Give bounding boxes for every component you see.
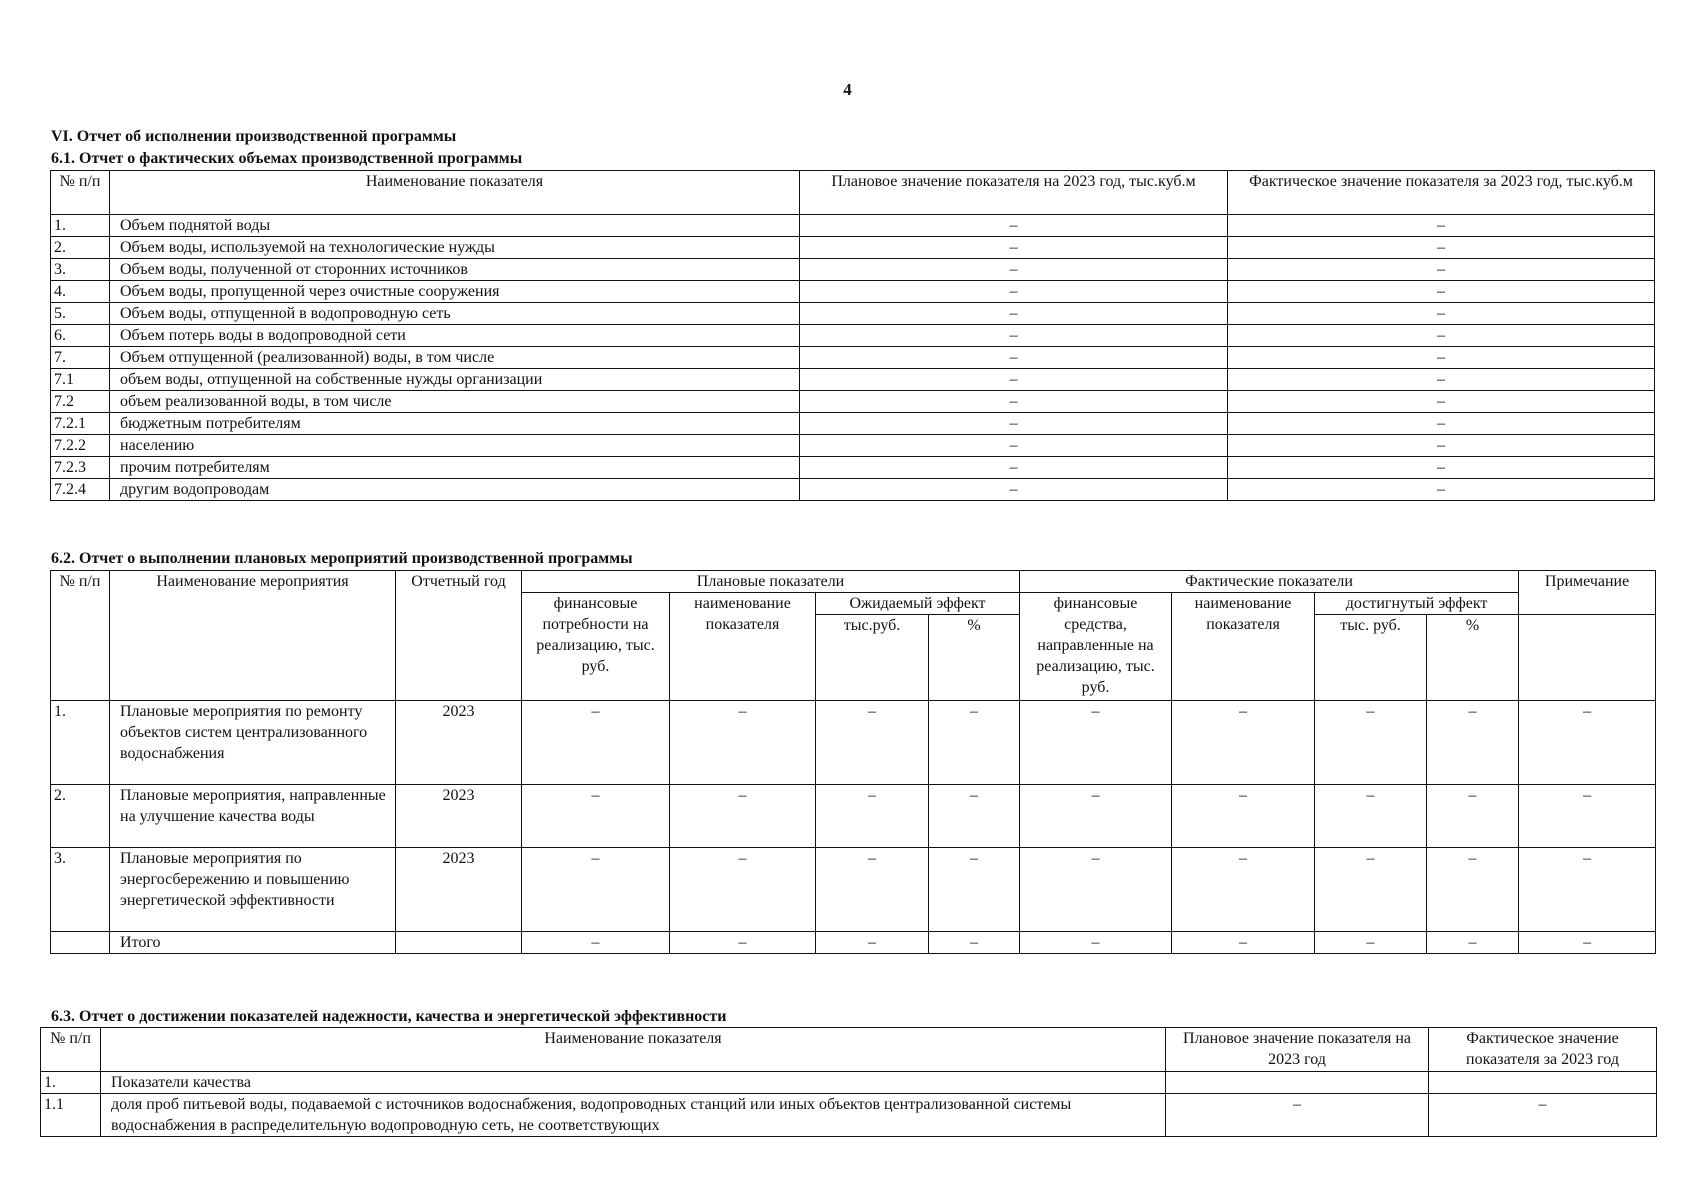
row-value: – [816, 785, 929, 848]
row-value: – [1427, 785, 1519, 848]
row-value: – [1519, 701, 1656, 785]
col-header-fact-effect: достигнутый эффект [1315, 593, 1519, 615]
row-fact-value: – [1429, 1094, 1657, 1137]
row-value: – [670, 932, 816, 954]
row-plan-value: – [1166, 1094, 1429, 1137]
table-row [51, 325, 1655, 347]
row-fact-value: – [1228, 457, 1655, 479]
col-header-num: № п/п [51, 171, 110, 215]
row-num: 1. [51, 701, 110, 785]
row-value: – [522, 848, 670, 932]
row-fact-value: – [1228, 435, 1655, 457]
row-num: 7.2.3 [51, 457, 110, 479]
col-header-plan: Плановое значение показателя на 2023 год [1166, 1028, 1429, 1072]
table-row [51, 303, 1655, 325]
row-value: – [816, 848, 929, 932]
row-value: – [1172, 785, 1315, 848]
col-header-fact-fin: финансовые средства, направленные на реализацию, тыс. руб. [1020, 593, 1172, 701]
row-name: Объем потерь воды в водопроводной сети [110, 325, 800, 347]
row-fact-value: – [1228, 479, 1655, 501]
table-row [51, 848, 1656, 932]
row-num [51, 932, 110, 954]
row-value: – [929, 848, 1020, 932]
table-row [51, 347, 1655, 369]
row-value: – [816, 701, 929, 785]
table-row [51, 281, 1655, 303]
row-plan-value: – [800, 457, 1228, 479]
row-value: – [1315, 848, 1427, 932]
row-value: – [1315, 932, 1427, 954]
col-header-plan-fin: финансовые потребности на реализацию, тыс. руб. [522, 593, 670, 701]
col-header-note: Примечание [1519, 571, 1656, 615]
row-plan-value: – [800, 435, 1228, 457]
row-value: – [1427, 848, 1519, 932]
row-name: Показатели качества [101, 1072, 1166, 1094]
col-group-fact: Фактические показатели [1020, 571, 1519, 593]
table-row [51, 435, 1655, 457]
table-row [51, 413, 1655, 435]
row-plan-value: – [800, 259, 1228, 281]
measures-table [50, 570, 1656, 954]
col-header-plan-indicator: наименование показателя [670, 593, 816, 701]
row-num: 5. [51, 303, 110, 325]
table-row [51, 259, 1655, 281]
col-header-note-blank [1519, 615, 1656, 701]
row-num: 3. [51, 259, 110, 281]
row-plan-value: – [800, 237, 1228, 259]
row-name: доля проб питьевой воды, подаваемой с источников водоснабжения, водопроводных станций или иных объектов централизованной системы водоснабжения в распределительную водопроводную сеть, не соответствующих [101, 1094, 1166, 1137]
col-header-plan-effect: Ожидаемый эффект [816, 593, 1020, 615]
section-title: VI. Отчет об исполнении производственной программы [51, 128, 457, 145]
table-row [51, 785, 1656, 848]
row-year: 2023 [396, 785, 522, 848]
col-header-plan: Плановое значение показателя на 2023 год, тыс.куб.м [800, 171, 1228, 215]
row-value: – [522, 785, 670, 848]
row-value: – [1020, 932, 1172, 954]
row-value: – [1427, 932, 1519, 954]
col-header-year: Отчетный год [396, 571, 522, 701]
col-header-fact-rub: тыс. руб. [1315, 615, 1427, 701]
row-num: 7.2 [51, 391, 110, 413]
table-row [41, 1072, 1657, 1094]
col-group-plan: Плановые показатели [522, 571, 1020, 593]
row-value: – [522, 701, 670, 785]
row-num: 7.2.1 [51, 413, 110, 435]
row-num: 6. [51, 325, 110, 347]
col-header-fact: Фактическое значение показателя за 2023 год, тыс.куб.м [1228, 171, 1655, 215]
row-num: 1.1 [41, 1094, 101, 1137]
row-plan-value: – [800, 325, 1228, 347]
row-value: – [522, 932, 670, 954]
row-name: объем реализованной воды, в том числе [110, 391, 800, 413]
row-plan-value: – [800, 391, 1228, 413]
row-value: – [1172, 932, 1315, 954]
row-fact-value: – [1228, 325, 1655, 347]
col-header-fact-pct: % [1427, 615, 1519, 701]
row-num: 4. [51, 281, 110, 303]
table2-title: 6.2. Отчет о выполнении плановых мероприятий производственной программы [51, 550, 633, 567]
row-num: 1. [41, 1072, 101, 1094]
row-name: Плановые мероприятия по ремонту объектов систем централизованного водоснабжения [110, 701, 396, 785]
row-value: – [816, 932, 929, 954]
col-header-fact: Фактическое значение показателя за 2023 год [1429, 1028, 1657, 1072]
row-value: – [1020, 848, 1172, 932]
row-value: – [929, 932, 1020, 954]
row-name: Объем отпущенной (реализованной) воды, в том числе [110, 347, 800, 369]
col-header-num: № п/п [51, 571, 110, 701]
row-name: бюджетным потребителям [110, 413, 800, 435]
row-value: – [670, 785, 816, 848]
col-header-fact-indicator: наименование показателя [1172, 593, 1315, 701]
row-name: объем воды, отпущенной на собственные нужды организации [110, 369, 800, 391]
row-plan-value: – [800, 281, 1228, 303]
row-plan-value [1166, 1072, 1429, 1094]
row-value: – [1519, 932, 1656, 954]
table-row [51, 391, 1655, 413]
row-fact-value: – [1228, 413, 1655, 435]
col-header-plan-rub: тыс.руб. [816, 615, 929, 701]
row-value: – [929, 785, 1020, 848]
row-num: 2. [51, 785, 110, 848]
table1-title: 6.1. Отчет о фактических объемах производственной программы [51, 150, 523, 167]
row-name: другим водопроводам [110, 479, 800, 501]
row-name: Объем поднятой воды [110, 215, 800, 237]
row-fact-value: – [1228, 369, 1655, 391]
row-value: – [1315, 785, 1427, 848]
row-value: – [1519, 848, 1656, 932]
row-year [396, 932, 522, 954]
row-value: – [1172, 701, 1315, 785]
row-name: населению [110, 435, 800, 457]
row-year: 2023 [396, 848, 522, 932]
row-value: – [670, 848, 816, 932]
row-value: – [1519, 785, 1656, 848]
col-header-name: Наименование мероприятия [110, 571, 396, 701]
row-name: Объем воды, используемой на технологические нужды [110, 237, 800, 259]
row-fact-value: – [1228, 391, 1655, 413]
row-value: – [1020, 701, 1172, 785]
table-row [51, 369, 1655, 391]
row-fact-value: – [1228, 347, 1655, 369]
row-fact-value: – [1228, 259, 1655, 281]
row-fact-value: – [1228, 281, 1655, 303]
row-num: 3. [51, 848, 110, 932]
row-num: 7.2.4 [51, 479, 110, 501]
row-num: 7.1 [51, 369, 110, 391]
row-plan-value: – [800, 303, 1228, 325]
volumes-table [50, 170, 1655, 501]
row-value: – [929, 701, 1020, 785]
row-num: 2. [51, 237, 110, 259]
row-name: Плановые мероприятия по энергосбережению и повышению энергетической эффективности [110, 848, 396, 932]
row-name: прочим потребителям [110, 457, 800, 479]
table-row [51, 237, 1655, 259]
table-row [51, 457, 1655, 479]
table-row [51, 479, 1655, 501]
row-value: – [1315, 701, 1427, 785]
row-fact-value: – [1228, 237, 1655, 259]
row-plan-value: – [800, 479, 1228, 501]
col-header-name: Наименование показателя [110, 171, 800, 215]
row-value: – [1020, 785, 1172, 848]
row-num: 7.2.2 [51, 435, 110, 457]
row-plan-value: – [800, 413, 1228, 435]
table-row [51, 215, 1655, 237]
row-num: 7. [51, 347, 110, 369]
row-plan-value: – [800, 347, 1228, 369]
row-fact-value [1429, 1072, 1657, 1094]
row-name: Объем воды, отпущенной в водопроводную сеть [110, 303, 800, 325]
table3-title: 6.3. Отчет о достижении показателей надежности, качества и энергетической эффективности [51, 1008, 727, 1025]
row-num: 1. [51, 215, 110, 237]
row-name: Объем воды, пропущенной через очистные сооружения [110, 281, 800, 303]
row-fact-value: – [1228, 215, 1655, 237]
col-header-name: Наименование показателя [101, 1028, 1166, 1072]
row-year: 2023 [396, 701, 522, 785]
row-name: Объем воды, полученной от сторонних источников [110, 259, 800, 281]
page-number: 4 [843, 80, 852, 99]
table-row [41, 1094, 1657, 1137]
col-header-plan-pct: % [929, 615, 1020, 701]
row-name: Плановые мероприятия, направленные на улучшение качества воды [110, 785, 396, 848]
indicators-table [40, 1027, 1657, 1137]
row-fact-value: – [1228, 303, 1655, 325]
row-name: Итого [110, 932, 396, 954]
col-header-num: № п/п [41, 1028, 101, 1072]
total-row [51, 932, 1656, 954]
row-value: – [1427, 701, 1519, 785]
row-plan-value: – [800, 215, 1228, 237]
row-plan-value: – [800, 369, 1228, 391]
table-row [51, 701, 1656, 785]
row-value: – [1172, 848, 1315, 932]
row-value: – [670, 701, 816, 785]
